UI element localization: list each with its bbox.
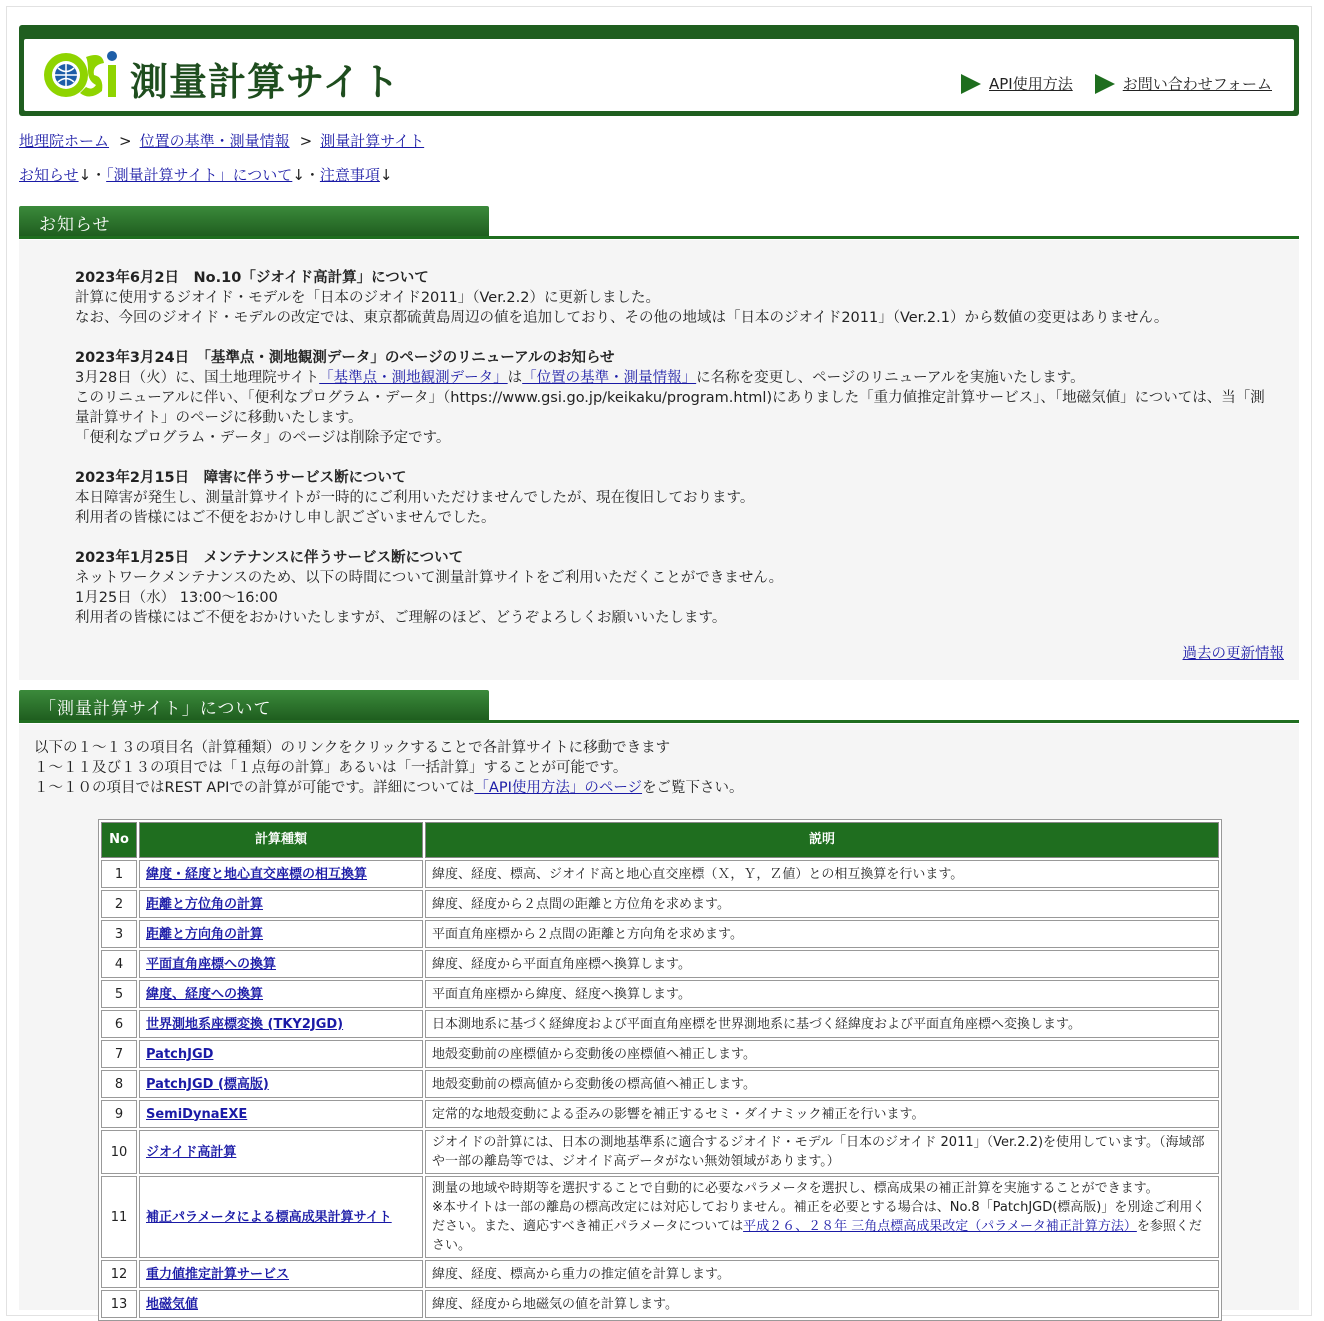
news-item bbox=[75, 268, 1273, 328]
news-panel bbox=[19, 240, 1299, 680]
breadcrumb-position-info[interactable]: 位置の基準・測量情報 bbox=[139, 132, 290, 150]
row-desc: 緯度、経度、標高、ジオイド高と地心直交座標（Ｘ，Ｙ，Ｚ値）との相互換算を行います。 bbox=[425, 860, 1219, 888]
calc-link[interactable]: PatchJGD bbox=[146, 1046, 214, 1062]
param-correction-link[interactable]: 平成２６、２８年 三角点標高成果改定（パラメータ補正計算方法） bbox=[743, 1219, 1137, 1234]
table-header-row bbox=[101, 822, 1219, 858]
contact-link-wrap bbox=[1095, 73, 1272, 94]
arrow-down-icon: ↓ bbox=[379, 166, 393, 184]
breadcrumb bbox=[19, 130, 424, 151]
row-desc-text: ※本サイトは一部の離島の標高改定には対応しておりません。補正を必要とする場合は、No.8「PatchJGD(標高版)」を別途ご利用ください。また、適応すべき補正パラメータについては bbox=[432, 1200, 1206, 1234]
row-no: 3 bbox=[101, 920, 137, 948]
calc-link[interactable]: 地磁気値 bbox=[146, 1296, 199, 1312]
row-no: 11 bbox=[101, 1176, 137, 1258]
news-item-title: 2023年2月15日 障害に伴うサービス断について bbox=[75, 470, 407, 486]
arrow-right-icon bbox=[1095, 74, 1115, 94]
row-desc: 定常的な地殻変動による歪みの影響を補正するセミ・ダイナミック補正を行います。 bbox=[425, 1100, 1219, 1128]
ichi-kijun-link[interactable]: 「位置の基準・測量情報」 bbox=[522, 370, 697, 386]
row-name-cell bbox=[139, 980, 423, 1008]
breadcrumb-separator: > bbox=[299, 132, 313, 150]
news-section-rule bbox=[19, 236, 1299, 239]
table-row bbox=[101, 860, 1219, 888]
news-text: に名称を変更し、ページのリニューアルを実施いたします。 bbox=[696, 370, 1085, 386]
row-name-cell bbox=[139, 1260, 423, 1288]
row-name-cell bbox=[139, 1070, 423, 1098]
news-item-line: このリニューアルに伴い、「便利なプログラム・データ」（https://www.gsi.go.jp/keikaku/program.html)にありました「重力値推定計算サービス」、「地磁気値」については、当「測量計算サイト」のページに移動いたします。 bbox=[75, 390, 1265, 426]
col-description: 説明 bbox=[425, 822, 1219, 858]
news-item bbox=[75, 548, 1273, 628]
news-item-line bbox=[75, 368, 1273, 388]
header-links bbox=[961, 73, 1272, 94]
calc-link[interactable]: ジオイド高計算 bbox=[146, 1144, 237, 1160]
row-no: 13 bbox=[101, 1290, 137, 1318]
news-item-line: 本日障害が発生し、測量計算サイトが一時的にご利用いただけませんでしたが、現在復旧しております。 bbox=[75, 490, 755, 506]
news-item-title: 2023年3月24日 「基準点・測地観測データ」のページのリニューアルのお知らせ bbox=[75, 350, 615, 366]
row-desc: 緯度、経度から地磁気の値を計算します。 bbox=[425, 1290, 1219, 1318]
table-row bbox=[101, 950, 1219, 978]
news-item-line: 「便利なプログラム・データ」のページは削除予定です。 bbox=[75, 430, 451, 446]
calc-link[interactable]: 補正パラメータによる標高成果計算サイト bbox=[146, 1209, 392, 1225]
news-item-title: 2023年1月25日 メンテナンスに伴うサービス断について bbox=[75, 550, 464, 566]
row-no: 2 bbox=[101, 890, 137, 918]
arrow-right-icon bbox=[961, 74, 981, 94]
row-name-cell bbox=[139, 1176, 423, 1258]
calc-link[interactable]: 緯度、経度への換算 bbox=[146, 986, 264, 1002]
news-text: 3月28日（火）に、国土地理院サイト bbox=[75, 370, 320, 386]
anchor-about[interactable]: 「測量計算サイト」について bbox=[106, 166, 293, 184]
breadcrumb-gsi-home[interactable]: 地理院ホーム bbox=[19, 132, 110, 150]
row-desc: 緯度、経度から平面直角座標へ換算します。 bbox=[425, 950, 1219, 978]
row-no: 5 bbox=[101, 980, 137, 1008]
row-name-cell bbox=[139, 1100, 423, 1128]
arrow-down-icon: ↓ bbox=[292, 166, 305, 184]
news-item-line: ネットワークメンテナンスのため、以下の時間について測量計算サイトをご利用いただくことができません。 bbox=[75, 570, 784, 586]
calc-link[interactable]: 重力値推定計算サービス bbox=[146, 1266, 290, 1282]
about-line bbox=[34, 778, 1299, 798]
news-text: は bbox=[507, 370, 523, 386]
calc-link[interactable]: 平面直角座標への換算 bbox=[146, 956, 277, 972]
row-desc: 日本測地系に基づく経緯度および平面直角座標を世界測地系に基づく経緯度および平面直角座標へ変換します。 bbox=[425, 1010, 1219, 1038]
table-row bbox=[101, 1010, 1219, 1038]
about-text: １～１０の項目ではREST APIでの計算が可能です。詳細については bbox=[34, 780, 475, 796]
col-calc-type: 計算種類 bbox=[139, 822, 423, 858]
row-no: 7 bbox=[101, 1040, 137, 1068]
row-desc: 緯度、経度、標高から重力の推定値を計算します。 bbox=[425, 1260, 1219, 1288]
news-item-title: 2023年6月2日 No.10「ジオイド高計算」について bbox=[75, 270, 429, 286]
row-name-cell bbox=[139, 950, 423, 978]
row-no: 4 bbox=[101, 950, 137, 978]
row-desc-text: を参照ください。 bbox=[432, 1219, 1202, 1253]
contact-form-link[interactable]: お問い合わせフォーム bbox=[1122, 75, 1272, 93]
row-desc: 地殻変動前の座標値から変動後の座標値へ補正します。 bbox=[425, 1040, 1219, 1068]
api-usage-link[interactable]: API使用方法 bbox=[989, 75, 1073, 93]
about-text: をご覧下さい。 bbox=[642, 780, 744, 796]
calc-link[interactable]: SemiDynaEXE bbox=[146, 1106, 248, 1122]
news-section-heading: お知らせ bbox=[19, 206, 489, 236]
table-row bbox=[101, 1260, 1219, 1288]
about-section-heading: 「測量計算サイト」について bbox=[19, 690, 489, 720]
row-name-cell bbox=[139, 890, 423, 918]
api-usage-link-wrap bbox=[961, 73, 1073, 94]
row-no: 12 bbox=[101, 1260, 137, 1288]
site-title: 測量計算サイト bbox=[130, 60, 401, 104]
row-desc: 緯度、経度から２点間の距離と方位角を求めます。 bbox=[425, 890, 1219, 918]
row-name-cell bbox=[139, 920, 423, 948]
anchor-dot: ・ bbox=[91, 166, 107, 184]
breadcrumb-separator: > bbox=[119, 132, 132, 150]
row-name-cell bbox=[139, 1130, 423, 1174]
news-item-line: 利用者の皆様にはご不便をおかけし申し訳ございませんでした。 bbox=[75, 510, 496, 526]
table-row bbox=[101, 1176, 1219, 1258]
anchor-news[interactable]: お知らせ bbox=[19, 166, 79, 184]
news-item-line: 計算に使用するジオイド・モデルを「日本のジオイド2011」（Ver.2.2）に更新しました。 bbox=[75, 290, 660, 306]
table-row bbox=[101, 1130, 1219, 1174]
row-no: 1 bbox=[101, 860, 137, 888]
row-no: 9 bbox=[101, 1100, 137, 1128]
table-row bbox=[101, 1040, 1219, 1068]
news-item-line: 利用者の皆様にはご不便をおかけいたしますが、ご理解のほど、どうぞよろしくお願いいたします。 bbox=[75, 610, 727, 626]
header-inner bbox=[24, 39, 1294, 111]
row-no: 8 bbox=[101, 1070, 137, 1098]
row-desc: 測量の地域や時期等を選択することで自動的に必要なパラメータを選択し、標高成果の補正計算を実施することができます。 bbox=[432, 1181, 1159, 1196]
row-desc: ジオイドの計算には、日本の測地基準系に適合するジオイド・モデル「日本のジオイド 2011」（Ver.2.2)を使用しています。（海域部や一部の離島等では、ジオイド高データがない無効領域があります。） bbox=[425, 1130, 1219, 1174]
anchor-notes[interactable]: 注意事項 bbox=[319, 166, 380, 184]
calc-table bbox=[98, 819, 1222, 1321]
about-line: １～１１及び１３の項目では「１点毎の計算」あるいは「一括計算」することが可能です。 bbox=[34, 760, 628, 776]
gsi-logo[interactable] bbox=[42, 47, 122, 103]
row-name-cell bbox=[139, 1040, 423, 1068]
kijunten-link[interactable]: 「基準点・測地観測データ」 bbox=[319, 370, 508, 386]
about-panel bbox=[19, 724, 1299, 1310]
row-desc: 平面直角座標から２点間の距離と方向角を求めます。 bbox=[425, 920, 1219, 948]
row-desc-cell bbox=[425, 1176, 1219, 1258]
row-no: 10 bbox=[101, 1130, 137, 1174]
row-desc: 平面直角座標から緯度、経度へ換算します。 bbox=[425, 980, 1219, 1008]
about-section-rule bbox=[19, 720, 1299, 723]
row-desc: 地殻変動前の標高値から変動後の標高値へ補正します。 bbox=[425, 1070, 1219, 1098]
row-no: 6 bbox=[101, 1010, 137, 1038]
row-name-cell bbox=[139, 1010, 423, 1038]
table-row bbox=[101, 1290, 1219, 1318]
calc-link[interactable]: PatchJGD (標高版) bbox=[146, 1076, 269, 1092]
table-row bbox=[101, 1070, 1219, 1098]
news-item-line: なお、今回のジオイド・モデルの改定では、東京都硫黄島周辺の値を追加しており、その他の地域は「日本のジオイド2011」（Ver.2.1）から数値の変更はありません。 bbox=[75, 310, 1169, 326]
page-anchors bbox=[19, 164, 393, 185]
site-header bbox=[19, 25, 1299, 116]
calc-link[interactable]: 距離と方向角の計算 bbox=[146, 926, 264, 942]
table-row bbox=[101, 1100, 1219, 1128]
calc-link[interactable]: 距離と方位角の計算 bbox=[146, 896, 264, 912]
calc-link[interactable]: 緯度・経度と地心直交座標の相互換算 bbox=[146, 866, 368, 882]
table-row bbox=[101, 980, 1219, 1008]
news-item bbox=[75, 348, 1273, 448]
news-item-line: 1月25日（水） 13:00～16:00 bbox=[75, 590, 278, 606]
calc-link[interactable]: 世界測地系座標変換 (TKY2JGD) bbox=[146, 1016, 344, 1032]
anchor-dot: ・ bbox=[304, 166, 320, 184]
row-name-cell bbox=[139, 1290, 423, 1318]
breadcrumb-current[interactable]: 測量計算サイト bbox=[320, 132, 425, 150]
table-row bbox=[101, 920, 1219, 948]
row-name-cell bbox=[139, 860, 423, 888]
past-updates-link[interactable]: 過去の更新情報 bbox=[1182, 646, 1284, 662]
arrow-down-icon: ↓ bbox=[78, 166, 92, 184]
col-no: No bbox=[101, 822, 137, 858]
table-row bbox=[101, 890, 1219, 918]
api-usage-page-link[interactable]: 「API使用方法」のページ bbox=[474, 780, 643, 796]
row-desc-note bbox=[432, 1198, 1212, 1255]
about-line: 以下の１～１３の項目名（計算種類）のリンクをクリックすることで各計算サイトに移動できます bbox=[34, 740, 671, 756]
news-item bbox=[75, 468, 1273, 528]
